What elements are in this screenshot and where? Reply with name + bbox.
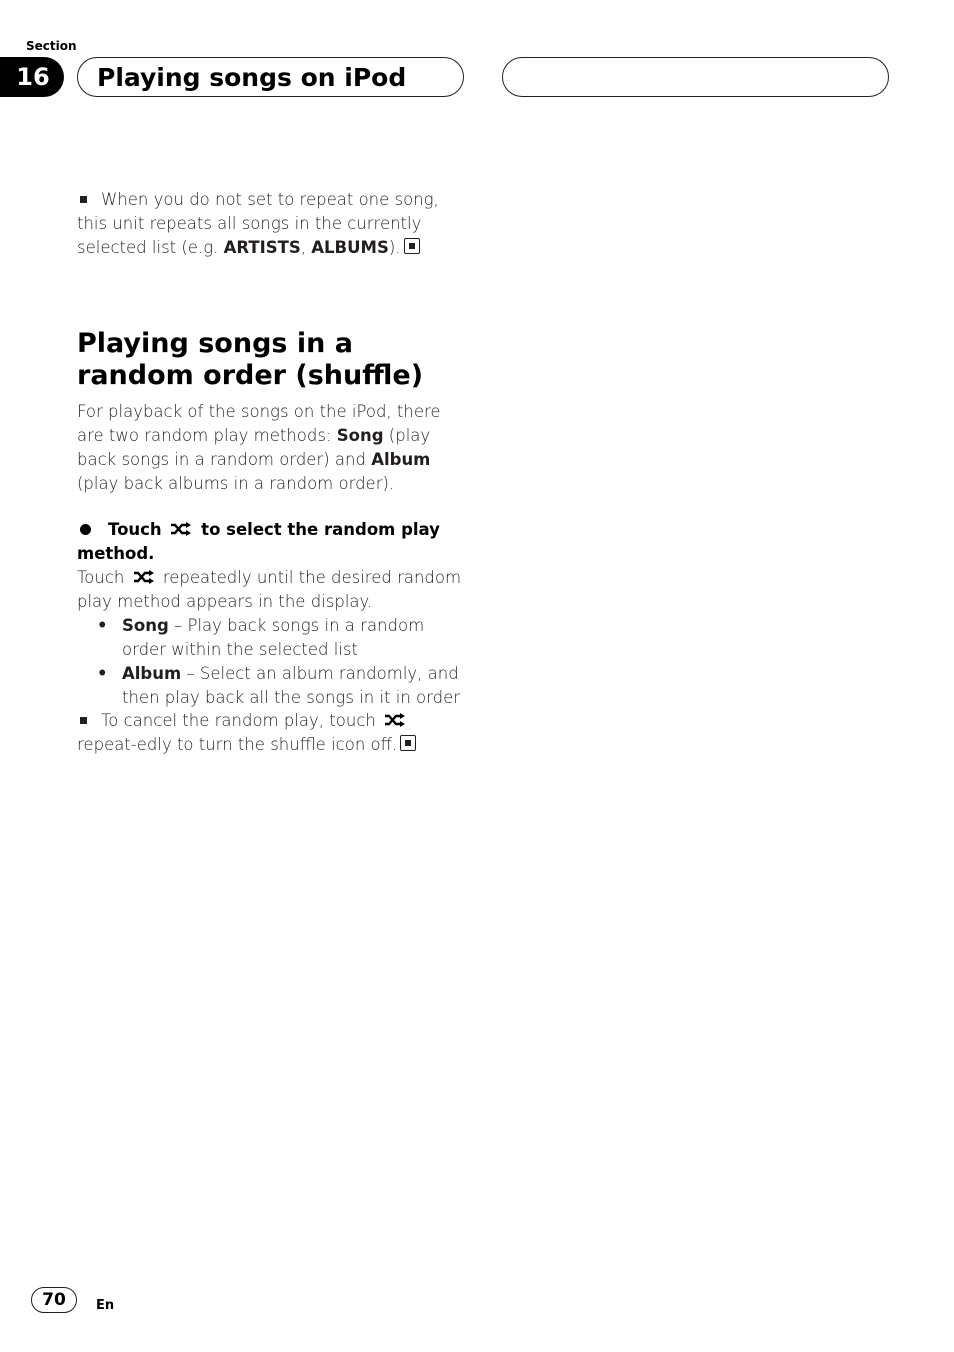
note-cancel (77, 709, 472, 757)
note-cancel-before: To cancel the random play, touch (101, 711, 376, 730)
note-repeat-albums: ALBUMS (311, 238, 389, 257)
bullet-term: Song (122, 616, 169, 635)
end-mark-icon (400, 735, 416, 751)
note-square-icon (80, 717, 87, 724)
note-square-icon (80, 196, 87, 203)
bullet-icon: • (97, 664, 108, 683)
shuffle-icon (384, 713, 406, 727)
note-repeat-text: When you do not set to repeat one song, this unit repeats all songs in the currently selected list (e.g. (77, 190, 439, 257)
page-title-text: Playing songs on iPod (97, 62, 407, 92)
section-heading: Playing songs in a random order (shuffle) (77, 328, 424, 391)
intro-album: Album (371, 450, 431, 469)
step-text-before: Touch (108, 520, 162, 539)
bullet-term: Album (122, 664, 182, 683)
intro-text-2: (play back songs in a random order) and (77, 426, 431, 469)
list-item-song (77, 614, 472, 662)
section-label: Section (26, 39, 77, 53)
intro-paragraph (77, 400, 457, 496)
language-label: En (96, 1298, 115, 1313)
intro-song: Song (336, 426, 384, 445)
note-repeat (77, 188, 472, 260)
end-mark-icon (404, 238, 420, 254)
shuffle-icon (170, 522, 192, 536)
note-repeat-end: ). (388, 238, 401, 257)
intro-text-3: (play back albums in a random order). (77, 474, 395, 493)
page-number: 70 (31, 1287, 77, 1313)
step-dot-icon (80, 524, 91, 535)
intro-text-1: For playback of the songs on the iPod, there are two random play methods: (77, 402, 441, 445)
bullet-desc: – Play back songs in a random order within the selected list (122, 616, 425, 659)
step-heading (77, 518, 472, 566)
step-text-after: to select the random play method. (77, 520, 440, 563)
step-desc-before: Touch (77, 568, 125, 587)
note-cancel-after: repeat-edly to turn the shuffle icon off. (77, 735, 398, 754)
shuffle-icon (133, 570, 155, 584)
step-desc-after: repeatedly until the desired random play method appears in the display. (77, 568, 462, 611)
section-number-badge: 16 (0, 57, 64, 97)
list-item-album (77, 662, 472, 710)
note-repeat-sep: , (300, 238, 312, 257)
method-list (77, 614, 472, 710)
note-repeat-artists: ARTISTS (223, 238, 301, 257)
header-pill-empty (502, 57, 889, 97)
bullet-desc: – Select an album randomly, and then play back all the songs in it in order (122, 664, 461, 707)
page-title (77, 57, 464, 97)
bullet-icon: • (97, 616, 108, 635)
step-description (77, 566, 472, 614)
